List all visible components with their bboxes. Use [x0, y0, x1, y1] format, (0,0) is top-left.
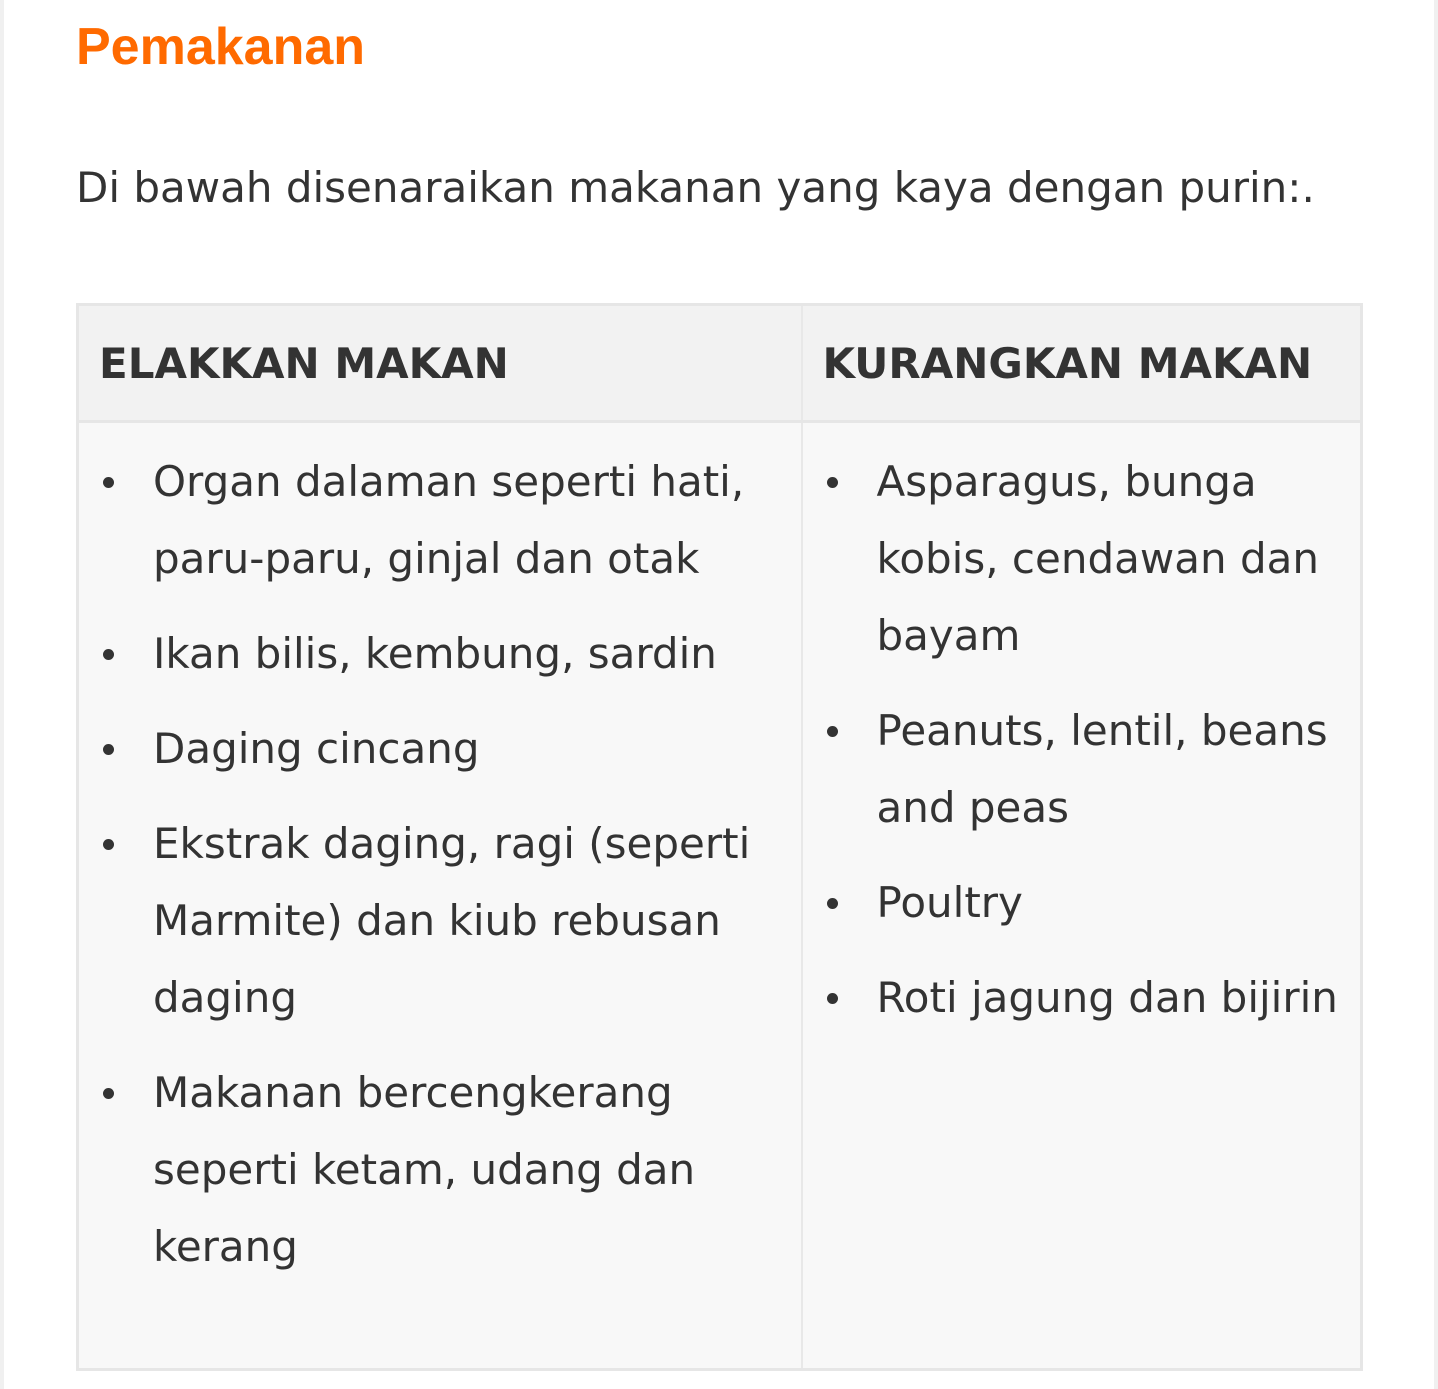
list-item — [803, 864, 1361, 941]
bullet-icon — [103, 649, 114, 660]
table-row — [78, 422, 1362, 1370]
list-item-text: Makanan bercengkerang seperti ketam, udang dan kerang — [153, 1068, 696, 1271]
list-item-text: Roti jagung dan bijirin — [876, 973, 1338, 1022]
list-item — [79, 443, 801, 597]
bullet-icon — [827, 477, 838, 488]
page-right-edge — [1434, 0, 1438, 1389]
list-item — [79, 710, 801, 787]
bullet-icon — [103, 744, 114, 755]
bullet-icon — [827, 726, 838, 737]
header-reduce: KURANGKAN MAKAN — [802, 305, 1362, 422]
page-left-edge — [0, 0, 4, 1389]
list-item-text: Asparagus, bunga kobis, cendawan dan bayam — [876, 457, 1319, 660]
bullet-icon — [103, 477, 114, 488]
bullet-icon — [103, 1088, 114, 1099]
list-item-text: Peanuts, lentil, beans and peas — [876, 706, 1328, 832]
list-item-text: Daging cincang — [153, 724, 480, 773]
avoid-list — [79, 423, 801, 1285]
header-avoid: ELAKKAN MAKAN — [78, 305, 802, 422]
table-header-row — [78, 305, 1362, 422]
avoid-cell — [78, 422, 802, 1370]
list-item — [79, 805, 801, 1036]
section-title: Pemakanan — [76, 18, 366, 76]
reduce-cell — [802, 422, 1362, 1370]
list-item — [79, 1054, 801, 1285]
list-item — [803, 692, 1361, 846]
bullet-icon — [827, 993, 838, 1004]
list-item — [803, 443, 1361, 674]
list-item-text: Ikan bilis, kembung, sardin — [153, 629, 717, 678]
list-item — [803, 959, 1361, 1036]
list-item-text: Ekstrak daging, ragi (seperti Marmite) dan kiub rebusan daging — [153, 819, 751, 1022]
list-item — [79, 615, 801, 692]
bullet-icon — [103, 839, 114, 850]
bullet-icon — [827, 898, 838, 909]
list-item-text: Poultry — [876, 878, 1023, 927]
list-item-text: Organ dalaman seperti hati, paru-paru, ginjal dan otak — [153, 457, 745, 583]
intro-text: Di bawah disenaraikan makanan yang kaya dengan purin:. — [76, 163, 1315, 212]
reduce-list — [803, 423, 1361, 1036]
food-table — [76, 303, 1363, 1371]
